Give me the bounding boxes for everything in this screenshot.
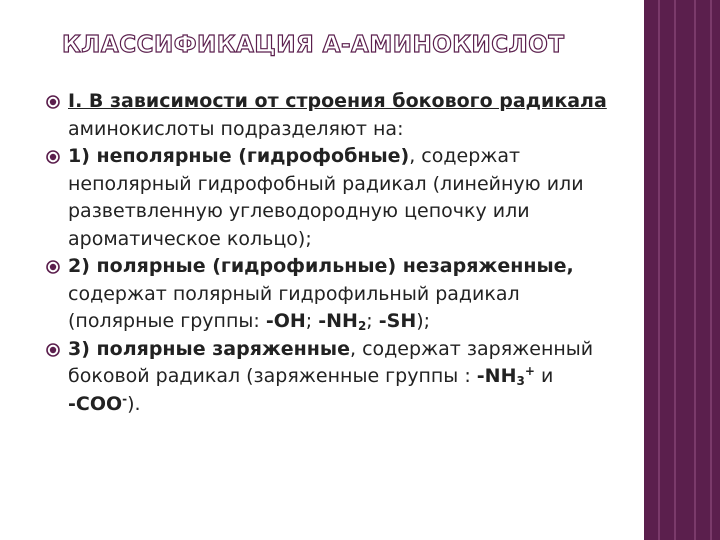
group-oh: -ОН: [265, 310, 306, 332]
slide-title: КЛАССИФИКАЦИЯ А-АМИНОКИСЛОТ: [62, 32, 565, 58]
group-nh3: -NH: [476, 365, 517, 387]
subscript: 2: [357, 319, 367, 333]
bullet-item-nonpolar: [46, 143, 626, 253]
decor-line: [674, 0, 676, 540]
side-decor-band: [644, 0, 720, 540]
group-nh2: -NH: [318, 310, 358, 332]
bullet-heading: 2) полярные (гидрофильные) незаряженные,: [68, 255, 574, 277]
superscript: -: [122, 391, 128, 406]
bullet-text: содержат полярный гидрофильный радикал (полярные группы:: [68, 282, 520, 332]
subscript: 3: [516, 374, 525, 388]
bullet-text: , содержат неполярный гидрофобный радикал (линейную или разветвленную углеводородную цепочку или ароматическое кольцо);: [68, 145, 584, 250]
separator: :: [458, 365, 477, 387]
bullet-item-classification: [46, 88, 626, 143]
separator: ;: [305, 310, 319, 332]
closing: );: [416, 310, 431, 332]
circle-bullet-icon: [46, 343, 60, 357]
group-coo: -СОО: [68, 392, 123, 415]
bullet-text: , содержат заряженный боковой радикал (заряженные группы: [68, 337, 594, 387]
bullet-list: [46, 88, 626, 418]
circle-bullet-icon: [46, 260, 60, 274]
bullet-heading: I. В зависимости от строения бокового радикала: [68, 90, 607, 112]
bullet-heading: 3) полярные заряженные: [68, 337, 351, 360]
circle-bullet-icon: [46, 150, 60, 164]
bullet-item-polar-charged: [46, 336, 626, 419]
circle-bullet-icon: [46, 95, 60, 109]
bullet-heading: 1) неполярные (гидрофобные): [68, 145, 410, 167]
bullet-item-polar-uncharged: [46, 253, 626, 336]
group-sh: -SH: [378, 310, 417, 332]
decor-line: [694, 0, 696, 540]
conjunction: и: [534, 365, 554, 387]
separator: ;: [366, 310, 379, 332]
closing: ).: [127, 392, 141, 415]
decor-line: [710, 0, 712, 540]
superscript: +: [524, 364, 535, 378]
decor-line: [658, 0, 660, 540]
bullet-text: аминокислоты подразделяют на:: [68, 117, 404, 140]
